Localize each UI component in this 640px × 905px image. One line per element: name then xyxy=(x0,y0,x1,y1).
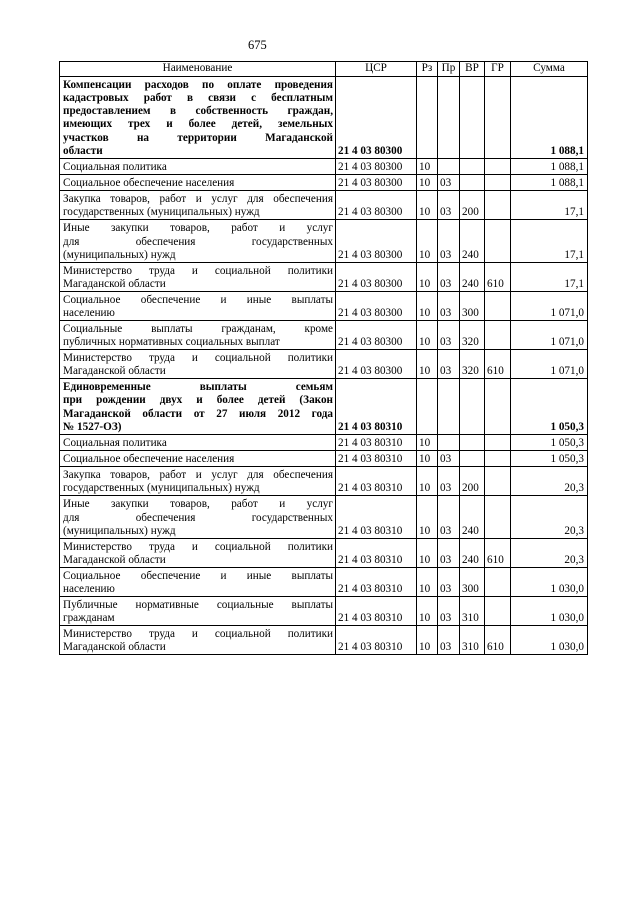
row-rz xyxy=(416,538,438,568)
row-rz-value: 10 xyxy=(419,176,431,189)
row-csr-value: 21 4 03 80300 xyxy=(338,364,403,377)
row-csr xyxy=(335,174,417,191)
row-rz xyxy=(416,349,438,379)
row-name xyxy=(59,466,336,496)
row-csr-value: 21 4 03 80300 xyxy=(338,306,403,319)
row-sum xyxy=(510,190,588,220)
row-vr-value: 240 xyxy=(462,553,479,566)
row-pr xyxy=(437,320,460,350)
row-sum xyxy=(510,567,588,597)
row-pr xyxy=(437,625,460,655)
row-vr xyxy=(459,538,485,568)
row-sum-value: 1 071,0 xyxy=(550,364,584,377)
row-rz xyxy=(416,76,438,159)
row-csr-value: 21 4 03 80300 xyxy=(338,160,403,173)
row-pr xyxy=(437,158,460,175)
row-name xyxy=(59,320,336,350)
row-sum-value: 1 050,3 xyxy=(550,452,584,465)
row-csr xyxy=(335,158,417,175)
row-sum xyxy=(510,434,588,451)
row-name xyxy=(59,349,336,379)
header-gr: ГР xyxy=(484,61,511,77)
header-sum: Сумма xyxy=(510,61,588,77)
row-gr xyxy=(484,625,511,655)
row-gr xyxy=(484,320,511,350)
row-pr xyxy=(437,596,460,626)
row-name-line: Социальное обеспечение и иные выплаты xyxy=(63,569,333,582)
row-sum-value: 1 050,3 xyxy=(550,420,584,433)
row-csr-value: 21 4 03 80310 xyxy=(338,436,403,449)
row-vr-value: 240 xyxy=(462,524,479,537)
row-rz xyxy=(416,450,438,467)
header-name: Наименование xyxy=(59,61,336,77)
row-name xyxy=(59,291,336,321)
row-pr-value: 03 xyxy=(440,176,452,189)
row-sum xyxy=(510,262,588,292)
row-name-line: (муниципальных) нужд xyxy=(63,248,176,261)
row-rz xyxy=(416,291,438,321)
row-rz-value: 10 xyxy=(419,364,431,377)
row-pr-value: 03 xyxy=(440,553,452,566)
row-vr xyxy=(459,190,485,220)
row-csr xyxy=(335,538,417,568)
row-csr xyxy=(335,378,417,435)
header-vr: ВР xyxy=(459,61,485,77)
row-csr-value: 21 4 03 80310 xyxy=(338,553,403,566)
row-rz xyxy=(416,378,438,435)
row-csr xyxy=(335,495,417,539)
row-vr-value: 300 xyxy=(462,582,479,595)
row-sum xyxy=(510,538,588,568)
row-pr-value: 03 xyxy=(440,364,452,377)
row-sum-value: 1 088,1 xyxy=(550,144,584,157)
row-name xyxy=(59,434,336,451)
row-name xyxy=(59,158,336,175)
row-name-line: для обеспечения государственных xyxy=(63,235,333,248)
row-rz-value: 10 xyxy=(419,481,431,494)
row-gr xyxy=(484,450,511,467)
row-sum-value: 1 030,0 xyxy=(550,611,584,624)
row-gr xyxy=(484,466,511,496)
row-sum-value: 17,1 xyxy=(564,248,584,261)
row-sum xyxy=(510,466,588,496)
row-sum-value: 1 088,1 xyxy=(550,176,584,189)
header-csr: ЦСР xyxy=(335,61,417,77)
row-csr-value: 21 4 03 80310 xyxy=(338,611,403,624)
row-name-line: области xyxy=(63,144,103,157)
row-gr xyxy=(484,434,511,451)
row-pr xyxy=(437,76,460,159)
row-name-line: Социальное обеспечение населения xyxy=(63,452,235,465)
row-name-line: Социальная политика xyxy=(63,436,167,449)
row-pr xyxy=(437,434,460,451)
row-gr xyxy=(484,190,511,220)
row-vr xyxy=(459,567,485,597)
row-vr xyxy=(459,158,485,175)
row-sum-value: 1 030,0 xyxy=(550,640,584,653)
row-pr-value: 03 xyxy=(440,481,452,494)
row-csr xyxy=(335,596,417,626)
row-csr-value: 21 4 03 80310 xyxy=(338,452,403,465)
row-name-line: предоставлением в собственность граждан, xyxy=(63,105,333,118)
row-csr-value: 21 4 03 80310 xyxy=(338,524,403,537)
row-csr xyxy=(335,291,417,321)
row-gr xyxy=(484,378,511,435)
row-rz-value: 10 xyxy=(419,160,431,173)
row-name-line: Магаданской области от 27 июля 2012 года xyxy=(63,407,333,420)
row-rz-value: 10 xyxy=(419,452,431,465)
row-name-line: Магаданской области xyxy=(63,277,166,290)
row-sum-value: 1 050,3 xyxy=(550,436,584,449)
row-vr xyxy=(459,625,485,655)
row-sum xyxy=(510,495,588,539)
row-rz xyxy=(416,158,438,175)
row-gr xyxy=(484,596,511,626)
row-pr-value: 03 xyxy=(440,611,452,624)
row-vr-value: 200 xyxy=(462,481,479,494)
row-vr xyxy=(459,262,485,292)
row-vr xyxy=(459,495,485,539)
row-name-line: кадастровых работ в связи с бесплатным xyxy=(63,91,333,104)
row-csr-value: 21 4 03 80310 xyxy=(338,420,403,433)
row-vr xyxy=(459,450,485,467)
row-name-line: Социальное обеспечение населения xyxy=(63,176,235,189)
row-gr xyxy=(484,262,511,292)
row-name-line: Социальные выплаты гражданам, кроме xyxy=(63,322,333,335)
row-gr xyxy=(484,349,511,379)
row-pr xyxy=(437,349,460,379)
row-vr xyxy=(459,174,485,191)
row-sum xyxy=(510,219,588,263)
row-name-line: Магаданской области xyxy=(63,364,166,377)
row-sum xyxy=(510,320,588,350)
row-name xyxy=(59,219,336,263)
row-name xyxy=(59,378,336,435)
row-csr-value: 21 4 03 80300 xyxy=(338,205,403,218)
row-gr-value: 610 xyxy=(487,277,504,290)
row-name-line: № 1527-ОЗ) xyxy=(63,420,122,433)
row-name-line: Магаданской области xyxy=(63,553,166,566)
row-gr xyxy=(484,567,511,597)
row-vr-value: 240 xyxy=(462,277,479,290)
row-sum xyxy=(510,349,588,379)
row-sum-value: 20,3 xyxy=(564,481,584,494)
row-csr xyxy=(335,450,417,467)
row-name xyxy=(59,174,336,191)
row-csr xyxy=(335,262,417,292)
row-rz-value: 10 xyxy=(419,524,431,537)
row-pr xyxy=(437,538,460,568)
row-rz xyxy=(416,495,438,539)
row-name-line: Магаданской области xyxy=(63,640,166,653)
row-pr-value: 03 xyxy=(440,248,452,261)
row-rz xyxy=(416,320,438,350)
row-name-line: населению xyxy=(63,582,115,595)
row-gr-value: 610 xyxy=(487,640,504,653)
row-vr xyxy=(459,320,485,350)
row-name-line: Иные закупки товаров, работ и услуг xyxy=(63,498,333,511)
row-name-line: Социальное обеспечение и иные выплаты xyxy=(63,293,333,306)
row-vr-value: 310 xyxy=(462,611,479,624)
row-gr xyxy=(484,158,511,175)
row-gr xyxy=(484,538,511,568)
row-csr xyxy=(335,466,417,496)
row-name-line: населению xyxy=(63,306,115,319)
row-name xyxy=(59,495,336,539)
row-csr-value: 21 4 03 80300 xyxy=(338,144,403,157)
row-sum-value: 20,3 xyxy=(564,524,584,537)
row-vr xyxy=(459,349,485,379)
row-name xyxy=(59,596,336,626)
row-pr xyxy=(437,495,460,539)
row-rz xyxy=(416,434,438,451)
row-name xyxy=(59,190,336,220)
row-vr-value: 240 xyxy=(462,248,479,261)
row-pr-value: 03 xyxy=(440,582,452,595)
row-name-line: имеющих трех и более детей, земельных xyxy=(63,118,333,131)
row-gr xyxy=(484,495,511,539)
row-sum-value: 1 088,1 xyxy=(550,160,584,173)
row-name-line: (муниципальных) нужд xyxy=(63,524,176,537)
row-name-line: государственных (муниципальных) нужд xyxy=(63,481,260,494)
row-csr-value: 21 4 03 80300 xyxy=(338,176,403,189)
row-rz-value: 10 xyxy=(419,306,431,319)
row-pr-value: 03 xyxy=(440,452,452,465)
row-vr-value: 200 xyxy=(462,205,479,218)
row-gr xyxy=(484,291,511,321)
row-rz xyxy=(416,625,438,655)
row-sum xyxy=(510,625,588,655)
row-name-line: Компенсации расходов по оплате проведения xyxy=(63,78,333,91)
row-vr-value: 320 xyxy=(462,335,479,348)
row-sum xyxy=(510,158,588,175)
row-vr xyxy=(459,596,485,626)
row-csr-value: 21 4 03 80310 xyxy=(338,640,403,653)
row-name-line: Закупка товаров, работ и услуг для обеспечения xyxy=(63,192,333,205)
row-rz-value: 10 xyxy=(419,205,431,218)
row-vr xyxy=(459,291,485,321)
row-pr-value: 03 xyxy=(440,524,452,537)
row-vr-value: 300 xyxy=(462,306,479,319)
row-rz-value: 10 xyxy=(419,611,431,624)
page-number: 675 xyxy=(248,38,267,52)
row-pr xyxy=(437,378,460,435)
row-csr xyxy=(335,567,417,597)
row-sum xyxy=(510,596,588,626)
row-pr xyxy=(437,262,460,292)
row-pr xyxy=(437,450,460,467)
row-rz-value: 10 xyxy=(419,248,431,261)
row-csr-value: 21 4 03 80300 xyxy=(338,277,403,290)
row-pr xyxy=(437,466,460,496)
row-pr-value: 03 xyxy=(440,335,452,348)
row-rz xyxy=(416,596,438,626)
row-rz-value: 10 xyxy=(419,640,431,653)
row-csr-value: 21 4 03 80310 xyxy=(338,481,403,494)
row-name xyxy=(59,76,336,159)
row-pr-value: 03 xyxy=(440,205,452,218)
row-csr xyxy=(335,320,417,350)
row-name-line: гражданам xyxy=(63,611,115,624)
row-rz-value: 10 xyxy=(419,582,431,595)
row-rz xyxy=(416,567,438,597)
row-csr-value: 21 4 03 80300 xyxy=(338,248,403,261)
row-name-line: Закупка товаров, работ и услуг для обеспечения xyxy=(63,468,333,481)
row-gr xyxy=(484,76,511,159)
row-pr-value: 03 xyxy=(440,306,452,319)
row-sum xyxy=(510,76,588,159)
row-csr xyxy=(335,349,417,379)
row-pr xyxy=(437,291,460,321)
row-pr-value: 03 xyxy=(440,277,452,290)
row-gr xyxy=(484,174,511,191)
row-sum-value: 1 071,0 xyxy=(550,306,584,319)
row-name-line: Иные закупки товаров, работ и услуг xyxy=(63,222,333,235)
row-rz xyxy=(416,174,438,191)
row-name xyxy=(59,450,336,467)
row-sum-value: 1 071,0 xyxy=(550,335,584,348)
row-csr xyxy=(335,625,417,655)
row-rz xyxy=(416,262,438,292)
row-sum-value: 17,1 xyxy=(564,277,584,290)
row-csr-value: 21 4 03 80300 xyxy=(338,335,403,348)
row-name xyxy=(59,567,336,597)
row-csr-value: 21 4 03 80310 xyxy=(338,582,403,595)
row-name-line: публичных нормативных социальных выплат xyxy=(63,335,280,348)
row-vr xyxy=(459,378,485,435)
row-name-line: для обеспечения государственных xyxy=(63,511,333,524)
header-pr: Пр xyxy=(437,61,460,77)
row-vr xyxy=(459,466,485,496)
row-name xyxy=(59,262,336,292)
row-csr xyxy=(335,434,417,451)
row-rz-value: 10 xyxy=(419,335,431,348)
row-pr xyxy=(437,190,460,220)
row-pr-value: 03 xyxy=(440,640,452,653)
row-rz-value: 10 xyxy=(419,553,431,566)
row-rz xyxy=(416,219,438,263)
row-vr xyxy=(459,434,485,451)
row-rz-value: 10 xyxy=(419,277,431,290)
row-name-line: Министерство труда и социальной политики xyxy=(63,540,333,553)
row-rz-value: 10 xyxy=(419,436,431,449)
row-gr-value: 610 xyxy=(487,364,504,377)
row-name xyxy=(59,625,336,655)
row-vr-value: 320 xyxy=(462,364,479,377)
row-vr xyxy=(459,219,485,263)
row-pr xyxy=(437,567,460,597)
row-name-line: Министерство труда и социальной политики xyxy=(63,264,333,277)
row-name-line: участков на территории Магаданской xyxy=(63,131,333,144)
row-sum-value: 17,1 xyxy=(564,205,584,218)
row-rz xyxy=(416,190,438,220)
row-pr xyxy=(437,174,460,191)
row-rz xyxy=(416,466,438,496)
row-gr xyxy=(484,219,511,263)
row-name-line: при рождении двух и более детей (Закон xyxy=(63,394,333,407)
row-csr xyxy=(335,219,417,263)
row-csr xyxy=(335,190,417,220)
row-name-line: Единовременные выплаты семьям xyxy=(63,381,333,394)
row-csr xyxy=(335,76,417,159)
row-sum-value: 1 030,0 xyxy=(550,582,584,595)
row-name-line: Министерство труда и социальной политики xyxy=(63,351,333,364)
row-sum xyxy=(510,174,588,191)
row-name-line: Министерство труда и социальной политики xyxy=(63,627,333,640)
row-vr-value: 310 xyxy=(462,640,479,653)
row-pr xyxy=(437,219,460,263)
row-sum xyxy=(510,450,588,467)
header-rz: Рз xyxy=(416,61,438,77)
row-name-line: Социальная политика xyxy=(63,160,167,173)
row-name xyxy=(59,538,336,568)
row-sum xyxy=(510,291,588,321)
row-vr xyxy=(459,76,485,159)
row-gr-value: 610 xyxy=(487,553,504,566)
row-sum xyxy=(510,378,588,435)
row-name-line: государственных (муниципальных) нужд xyxy=(63,205,260,218)
row-sum-value: 20,3 xyxy=(564,553,584,566)
row-name-line: Публичные нормативные социальные выплаты xyxy=(63,598,333,611)
